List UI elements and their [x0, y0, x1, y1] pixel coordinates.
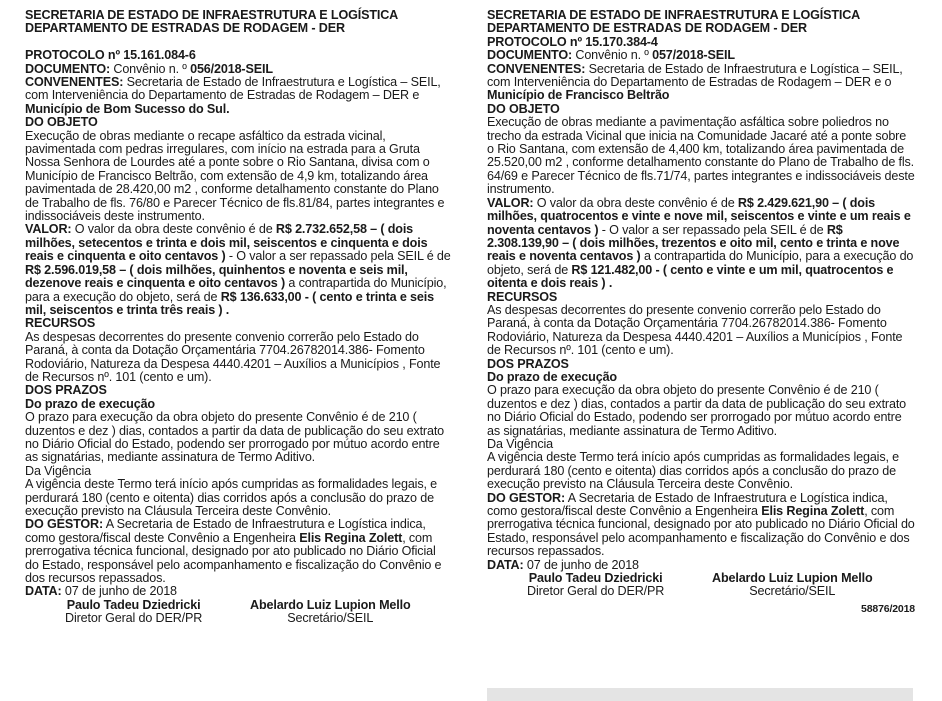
valor-text-1: O valor da obra deste convênio é de — [71, 222, 276, 237]
convenentes-municipio: Município de Bom Sucesso do Sul. — [25, 101, 230, 116]
prazos-title: DOS PRAZOS — [487, 356, 569, 371]
valor-text-3: a contrapartida do Município, para a execução do objeto, será de — [487, 249, 914, 277]
objeto-title: DO OBJETO — [487, 101, 560, 116]
protocolo: PROTOCOLO nº 15.161.084-6 — [25, 48, 196, 63]
left-notice — [25, 9, 451, 626]
signature-secretario-name: Abelardo Luiz Lupion Mello — [250, 597, 411, 612]
objeto-text: Execução de obras mediante a pavimentação asfáltica sobre poliedros no trecho da estrada Vicinal que inicia na Comunidade Jacaré até a ponte sobre o Rio Santana, com extensão de 4,400 km, totalizando área pavimentada de 25.520,00 m2 , conforme detalhamento constante do Plano de Trabalho de fls. 64/69 e Parecer Técnico de fls.71/74, partes integrantes e indissociáveis deste instrumento. — [487, 115, 915, 197]
documento-text: Convênio n. º — [110, 61, 191, 76]
data-text: 07 de junho de 2018 — [523, 557, 639, 572]
gestor-paragraph — [487, 492, 915, 559]
recursos-text: As despesas decorrentes do presente convenio correrão pelo Estado do Paraná, à conta da Dotação Orçamentária 7704.26782014.386- Fomento Rodoviário, Natureza da Despesa 4440.4201 – Auxílios a Municípios , Fonte de Recursos nº. 101 (cento e um). — [25, 329, 441, 384]
header-secretaria: SECRETARIA DE ESTADO DE INFRAESTRUTURA E LOGÍSTICA — [487, 8, 861, 22]
valor-amount-2: R$ 2.308.139,90 – ( dois milhões, trezentos e oito mil, cento e trinta e nove reais e noventa centavos ) — [487, 222, 900, 264]
signature-diretor-name: Paulo Tadeu Dziedricki — [528, 571, 663, 586]
documento-line — [487, 49, 915, 62]
valor-amount-1: R$ 2.429.621,90 – ( dois milhões, quatrocentos e vinte e nove mil, seiscentos e vinte e um reais e noventa centavos ) — [487, 195, 911, 237]
recursos-title: RECURSOS — [25, 316, 96, 331]
publication-code: 58876/2018 — [861, 603, 915, 616]
documento-number: 056/2018-SEIL — [190, 61, 273, 76]
documento-line — [25, 63, 451, 76]
vigencia-title: Da Vigência — [25, 463, 92, 478]
prazo-execucao-title: Do prazo de execução — [487, 369, 617, 384]
gestor-name: Elis Regina Zolett — [299, 530, 403, 545]
signature-diretor-role: Diretor Geral do DER/PR — [527, 584, 665, 599]
gestor-label: DO GESTOR: — [25, 517, 104, 532]
valor-label: VALOR: — [25, 222, 72, 237]
valor-text-3: a contrapartida do Município, para a execução do objeto, será de — [25, 276, 447, 304]
data-label: DATA: — [487, 557, 524, 572]
recursos-text: As despesas decorrentes do presente convenio correrão pelo Estado do Paraná, à conta da Dotação Orçamentária 7704.26782014.386- Fomento Rodoviário, Natureza da Despesa 4440.4201 – Auxílios a Municípios , Fonte de Recursos nº. 101 (cento e um). — [487, 302, 903, 358]
recursos-title: RECURSOS — [487, 289, 558, 304]
vigencia-text: A vigência deste Termo terá início após cumpridas as formalidades legais, e perdurará 180 (cento e oitenta) dias corridos após a conclusão do prazo de execução previsto na Cláusula Terceira deste Convênio. — [487, 450, 900, 492]
signature-diretor — [527, 572, 664, 599]
valor-text-1: O valor da obra deste convênio é de — [533, 195, 738, 210]
gestor-name: Elis Regina Zolett — [761, 504, 865, 519]
valor-amount-3: R$ 121.482,00 - ( cento e vinte e um mil, quatrocentos e oitenta e dois reais ) . — [487, 262, 894, 291]
valor-text-2: - O valor a ser repassado pela SEIL é de — [225, 249, 451, 264]
signature-diretor — [65, 599, 202, 626]
objeto-text: Execução de obras mediante o recape asfáltico da estrada vicinal, pavimentada com pedras irregulares, com início na estrada para a Gruta Nossa Senhora de Lourdes até a ponte sobre o Rio Santana, divisa com o Município de Francisco Beltrão, com extensão de 4,9 km, totalizando área pavimentada de 28.420,00 m2 , conforme detalhamento constante do Plano de Trabalho de fls. 76/80 e Parecer Técnico de fls.81/84, partes integrantes e indissociáveis deste instrumento. — [25, 128, 445, 224]
documento-number: 057/2018-SEIL — [652, 48, 735, 63]
gestor-text-2: , com prerrogativa técnica funcional, designado por ato publicado no Diário Oficial do Estado, responsável pelo acompanhamento e fiscalização do Convênio e dos recursos repassados. — [25, 530, 442, 586]
valor-amount-2: R$ 2.596.019,58 – ( dois milhões, quinhentos e noventa e seis mil, dezenove reais e cinquenta e oito centavos ) — [25, 262, 408, 291]
signature-secretario-role: Secretário/SEIL — [287, 611, 374, 626]
documento-text: Convênio n. º — [572, 48, 653, 63]
gestor-text-1: A Secretaria de Estado de Infraestrutura e Logística indica, como gestora/fiscal deste Convênio a Engenheira — [487, 490, 888, 519]
convenentes-paragraph — [25, 76, 451, 116]
data-text: 07 de junho de 2018 — [61, 584, 177, 599]
header-secretaria: SECRETARIA DE ESTADO DE INFRAESTRUTURA E LOGÍSTICA — [25, 8, 399, 22]
gestor-label: DO GESTOR: — [487, 490, 566, 505]
gestor-paragraph — [25, 518, 451, 585]
signature-diretor-name: Paulo Tadeu Dziedricki — [66, 597, 201, 612]
convenentes-municipio: Município de Francisco Beltrão — [487, 88, 670, 103]
right-notice — [487, 9, 915, 616]
valor-text-2: - O valor a ser repassado pela SEIL é de — [598, 222, 827, 237]
data-line — [25, 585, 451, 598]
prazo-execucao-title: Do prazo de execução — [25, 396, 155, 411]
convenentes-paragraph — [487, 63, 915, 103]
valor-amount-3: R$ 136.633,00 - ( cento e trinta e seis mil, seiscentos e trinta três reais ) . — [25, 289, 434, 317]
signatures — [487, 572, 915, 599]
convenentes-text: Secretaria de Estado de Infraestrutura e Logística – SEIL, com Interveniência do Departamento de Estradas de Rodagem – DER e o — [487, 61, 903, 90]
valor-amount-1: R$ 2.732.652,58 – ( dois milhões, setecentos e trinta e dois mil, seiscentos e cinquenta e dois reais e cinquenta e oito centavos ) — [25, 222, 428, 264]
data-line — [487, 559, 915, 572]
vigencia-title: Da Vigência — [487, 437, 554, 451]
gestor-text-1: A Secretaria de Estado de Infraestrutura e Logística indica, como gestora/fiscal deste Convênio a Engenheira — [25, 517, 426, 545]
signature-secretario — [712, 572, 873, 599]
convenentes-text: Secretaria de Estado de Infraestrutura e Logística – SEIL, com Interveniência do Departamento de Estradas de Rodagem – DER e — [25, 75, 441, 103]
convenentes-label: CONVENENTES: — [487, 61, 586, 76]
prazo-execucao-text: O prazo para execução da obra objeto do presente Convênio é de 210 ( duzentos e dez ) dias, contados a partir da data de publicação do seu extrato no Diário Oficial do Estado, podendo ser prorrogado por mútuo acordo entre as signatárias, mediante assinatura de Termo Aditivo. — [487, 383, 907, 438]
signatures — [25, 599, 451, 626]
valor-paragraph — [25, 223, 451, 317]
vigencia-text: A vigência deste Termo terá início após cumpridas as formalidades legais, e perdurará 180 (cento e oitenta) dias corridos após a conclusão do prazo de execução previsto na Cláusula Terceira deste Convênio. — [25, 477, 438, 519]
prazo-execucao-text: O prazo para execução da obra objeto do presente Convênio é de 210 ( duzentos e dez ) dias, contados a partir da data de publicação do seu extrato no Diário Oficial do Estado, podendo ser prorrogado por mútuo acordo entre as signatárias, mediante assinatura de Termo Aditivo. — [25, 410, 445, 465]
data-label: DATA: — [25, 584, 62, 599]
signature-secretario — [250, 599, 411, 626]
convenentes-label: CONVENENTES: — [25, 75, 124, 90]
header-departamento: DEPARTAMENTO DE ESTRADAS DE RODAGEM - DER — [25, 21, 345, 36]
prazos-title: DOS PRAZOS — [25, 383, 107, 398]
documento-label: DOCUMENTO: — [487, 48, 573, 63]
header-departamento: DEPARTAMENTO DE ESTRADAS DE RODAGEM - DER — [487, 21, 807, 36]
valor-label: VALOR: — [487, 195, 534, 210]
gestor-text-2: , com prerrogativa técnica funcional, designado por ato publicado no Diário Oficial do Estado, responsável pelo acompanhamento e fiscalização do Convênio e dos recursos repassados. — [487, 504, 915, 559]
objeto-title: DO OBJETO — [25, 115, 98, 130]
documento-label: DOCUMENTO: — [25, 61, 111, 76]
signature-secretario-role: Secretário/SEIL — [749, 584, 836, 599]
signature-diretor-role: Diretor Geral do DER/PR — [65, 611, 203, 626]
protocolo: PROTOCOLO nº 15.170.384-4 — [487, 34, 658, 49]
signature-secretario-name: Abelardo Luiz Lupion Mello — [712, 571, 873, 586]
next-notice-divider — [487, 688, 913, 701]
valor-paragraph — [487, 197, 915, 291]
